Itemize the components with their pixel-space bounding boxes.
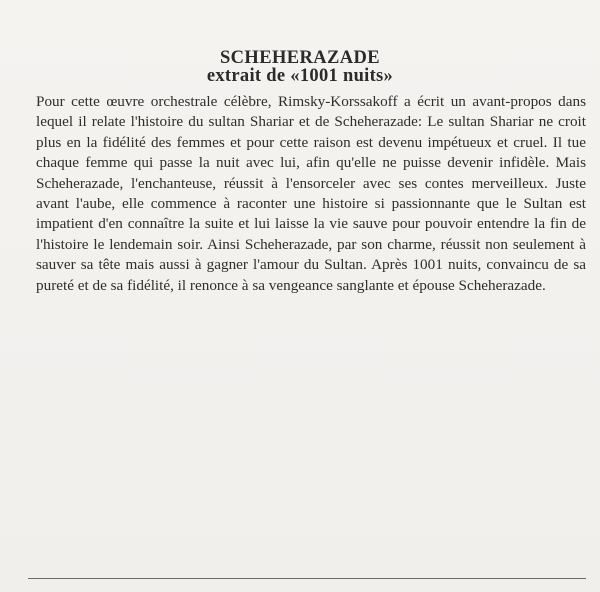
- body-paragraph: Pour cette œuvre orchestrale célèbre, Rimsky-Korssakoff a écrit un avant-propos dans lequel il relate l'histoire du sultan Shariar et de Scheherazade: Le sultan Shariar ne croit plus en la fidélité des femmes et pour cette raison est devenu impétueux et cruel. Il tue chaque femme qui passe la nuit avec lui, afin qu'elle ne puisse devenir infidèle. Mais Scheherazade, l'enchanteuse, réussit à l'ensorceler avec ses contes merveilleux. Juste avant l'aube, elle commence à raconter une histoire si passionnante que le Sultan est impatient d'en connaître la suite et lui laisse la vie sauve pour pouvoir entendre la fin de l'histoire le lendemain soir. Ainsi Scheherazade, par son charme, réussit non seulement à sauver sa tête mais aussi à gagner l'amour du Sultan. Après 1001 nuits, convaincu de sa pureté et de sa fidélité, il renonce à sa vengeance sanglante et épouse Scheherazade.: [36, 93, 586, 294]
- page-subtitle: extrait de «1001 nuits»: [206, 66, 394, 86]
- page-title: SCHEHERAZADE: [219, 48, 381, 68]
- bottom-divider: [28, 578, 586, 579]
